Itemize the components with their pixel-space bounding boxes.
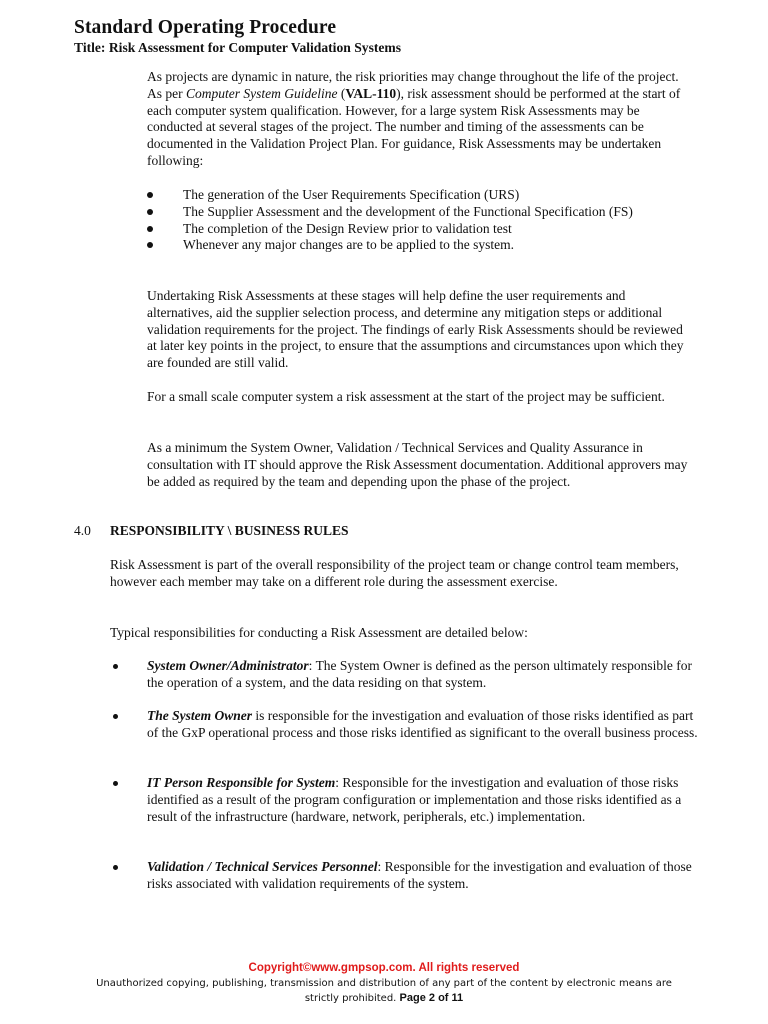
text-run: As projects are dynamic in nature, the risk priorities may change throughout the life of the project. As per <box>147 69 679 101</box>
section-paragraph-2: Typical responsibilities for conducting a Risk Assessment are detailed below: <box>110 625 528 640</box>
list-item <box>110 708 700 775</box>
bullet-icon <box>113 781 118 786</box>
role-term: The System Owner <box>147 708 253 723</box>
list-item <box>110 658 700 708</box>
bullet-icon <box>147 209 153 215</box>
separator: : <box>335 775 343 790</box>
role-term: Validation / Technical Services Personnel <box>147 859 378 874</box>
section-paragraph-1: Risk Assessment is part of the overall responsibility of the project team or change control team members, however each member may take on a different role during the assessment exercise. <box>110 557 679 589</box>
list-item-text: The generation of the User Requirements Specification (URS) <box>183 187 520 202</box>
list-item-text: Whenever any major changes are to be applied to the system. <box>183 237 515 253</box>
document-title: Standard Operating Procedure <box>74 17 337 38</box>
list-item <box>147 204 692 221</box>
role-term: System Owner/Administrator <box>147 658 309 673</box>
bullet-icon <box>113 865 118 870</box>
text-run: ( <box>337 85 346 101</box>
bullet-icon <box>113 714 118 719</box>
guideline-name: Computer System Guideline <box>186 85 338 101</box>
role-description: is responsible for the investigation and evaluation of those risks identified as part of the GxP operational process and those risks identified as significant to the overall business process. <box>147 708 698 740</box>
notice-text: Unauthorized copying, publishing, transmission and distribution of any part of the content by electronic means are strictly prohibited. <box>96 978 672 1004</box>
responsibilities-list <box>110 658 700 893</box>
role-term: IT Person Responsible for System <box>147 775 336 790</box>
list-item <box>110 859 700 893</box>
list-item <box>110 775 700 859</box>
footer-copyright: Copyright©www.gmpsop.com. All rights reserved <box>248 962 520 974</box>
list-item <box>147 187 692 204</box>
assessment-stages-list <box>147 187 692 254</box>
text-run: ), risk assessment should be performed at the start of each computer system qualification. However, for a large system Risk Assessments may be conducted at several stages of the project. The number and timing of the assessments can be documented in the Validation Project Plan. For guidance, Risk Assessments may be undertaken following: <box>147 85 681 168</box>
section-number: 4.0 <box>74 523 91 538</box>
intro-paragraph-2: Undertaking Risk Assessments at these stages will help define the user requirements and alternatives, aid the supplier selection process, and determine any mitigation steps or additional validation requirements for the project. The findings of early Risk Assessments should be reviewed at later key points in the project, to ensure that the assumptions and circumstances upon which they are founded are still valid. <box>147 288 684 371</box>
list-item-text: The Supplier Assessment and the development of the Functional Specification (FS) <box>183 203 633 219</box>
role-description: The System Owner is defined as the person ultimately responsible for the operation of a system, and the data residing on that system. <box>147 658 692 690</box>
role-description: Responsible for the investigation and evaluation of those risks associated with validation requirements of the system. <box>147 859 692 891</box>
separator: : <box>377 859 385 874</box>
document-reference: VAL-110 <box>345 85 397 101</box>
list-item-text: The completion of the Design Review prior to validation test <box>183 220 512 236</box>
role-description: Responsible for the investigation and evaluation of those risks identified as a result of the program configuration or implementation and those risks identified as a result of the infrastructure (hardware, network, peripherals, etc.) implementation. <box>147 775 682 824</box>
footer-notice <box>84 977 684 1006</box>
bullet-icon <box>147 192 153 198</box>
bullet-icon <box>147 242 153 248</box>
section-heading: RESPONSIBILITY \ BUSINESS RULES <box>110 523 349 538</box>
intro-paragraph-1 <box>147 69 692 170</box>
page-number: Page 2 of 11 <box>399 992 464 1004</box>
bullet-icon <box>113 664 118 669</box>
list-item <box>147 237 692 254</box>
list-item <box>147 221 692 238</box>
bullet-icon <box>147 226 153 232</box>
intro-paragraph-3: For a small scale computer system a risk assessment at the start of the project may be sufficient. <box>147 389 665 404</box>
separator: : <box>308 658 316 673</box>
intro-paragraph-4: As a minimum the System Owner, Validation / Technical Services and Quality Assurance in consultation with IT should approve the Risk Assessment documentation. Additional approvers may be added as required by the team and depending upon the phase of the project. <box>147 440 688 489</box>
document-subtitle: Title: Risk Assessment for Computer Validation Systems <box>74 40 402 55</box>
